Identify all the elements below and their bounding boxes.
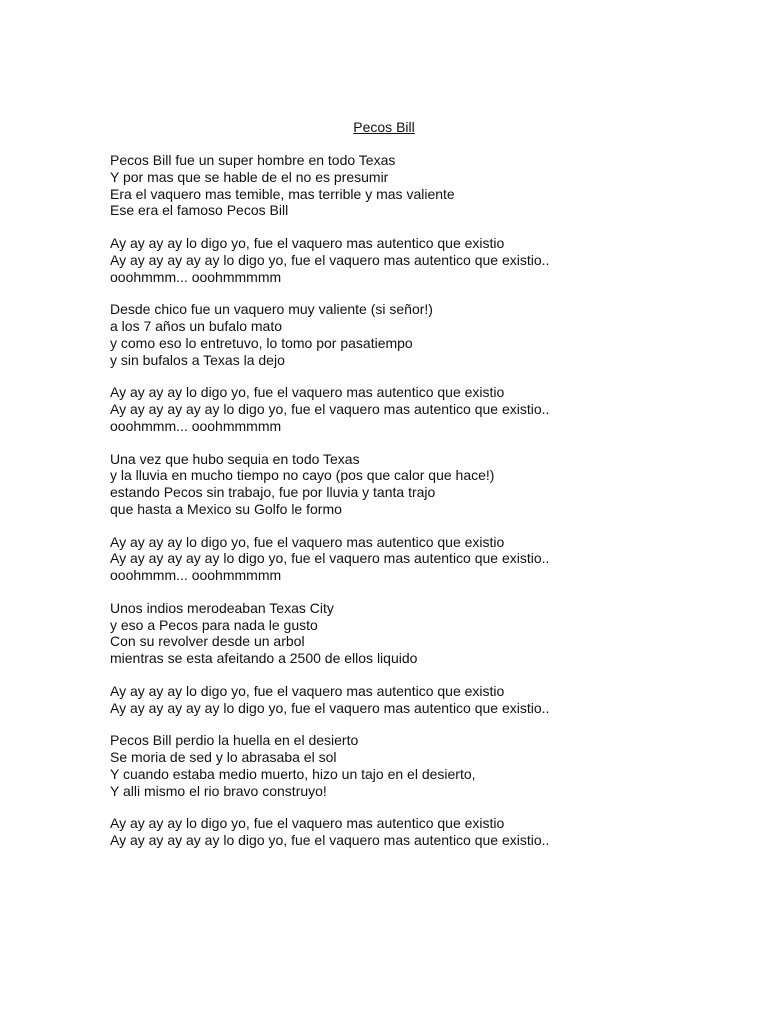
lyric-line: Ay ay ay ay lo digo yo, fue el vaquero mas autentico que existio bbox=[110, 815, 505, 832]
lyric-line: ooohmmm... ooohmmmmm bbox=[110, 417, 282, 434]
lyric-line: Ay ay ay ay ay ay lo digo yo, fue el vaquero mas autentico que existio.. bbox=[110, 699, 550, 716]
lyric-line: Y por mas que se hable de el no es presumir bbox=[110, 168, 389, 185]
lyric-line: Se moria de sed y lo abrasaba el sol bbox=[110, 749, 337, 765]
lyric-line: y la lluvia en mucho tiempo no cayo (pos que calor que hace!) bbox=[110, 467, 495, 484]
lyric-line: ooohmmm... ooohmmmmm bbox=[110, 268, 282, 285]
document-title: Pecos Bill bbox=[353, 119, 415, 135]
stanza bbox=[110, 600, 750, 667]
lyric-line: y sin bufalos a Texas la dejo bbox=[110, 351, 285, 368]
stanza bbox=[110, 301, 750, 368]
lyric-line: y eso a Pecos para nada le gusto bbox=[110, 616, 318, 633]
lyric-line: Pecos Bill fue un super hombre en todo Texas bbox=[110, 152, 396, 168]
lyric-line: Ay ay ay ay lo digo yo, fue el vaquero mas autentico que existio bbox=[110, 682, 505, 699]
lyric-line: y como eso lo entretuvo, lo tomo por pasatiempo bbox=[110, 334, 413, 351]
lyric-line: estando Pecos sin trabajo, fue por lluvia y tanta trajo bbox=[110, 484, 436, 500]
stanza bbox=[110, 683, 750, 717]
lyrics-body bbox=[110, 152, 750, 865]
stanza bbox=[110, 815, 750, 849]
lyric-line: Era el vaquero mas temible, mas terrible y mas valiente bbox=[110, 185, 455, 202]
stanza bbox=[110, 732, 750, 799]
stanza bbox=[110, 152, 750, 219]
lyric-line: Ay ay ay ay lo digo yo, fue el vaquero mas autentico que existio bbox=[110, 235, 505, 251]
lyric-line: Unos indios merodeaban Texas City bbox=[110, 599, 334, 616]
stanza bbox=[110, 235, 750, 285]
lyric-line: a los 7 años un bufalo mato bbox=[110, 318, 283, 334]
lyric-line: Una vez que hubo sequia en todo Texas bbox=[110, 450, 360, 467]
lyric-line: Ay ay ay ay ay ay lo digo yo, fue el vaquero mas autentico que existio.. bbox=[110, 550, 550, 567]
lyric-line: mientras se esta afeitando a 2500 de ellos liquido bbox=[110, 650, 418, 666]
lyric-line: que hasta a Mexico su Golfo le formo bbox=[110, 500, 342, 517]
lyric-line: Ese era el famoso Pecos Bill bbox=[110, 202, 289, 219]
lyric-line: Ay ay ay ay lo digo yo, fue el vaquero mas autentico que existio bbox=[110, 384, 505, 401]
stanza bbox=[110, 384, 750, 434]
lyric-line: Con su revolver desde un arbol bbox=[110, 633, 305, 650]
lyric-line: ooohmmm... ooohmmmmm bbox=[110, 567, 282, 583]
lyric-line: Ay ay ay ay ay ay lo digo yo, fue el vaquero mas autentico que existio.. bbox=[110, 251, 550, 268]
stanza bbox=[110, 534, 750, 584]
lyric-line: Pecos Bill perdio la huella en el desierto bbox=[110, 732, 359, 749]
lyric-line: Y alli mismo el rio bravo construyo! bbox=[110, 782, 327, 799]
lyric-line: Desde chico fue un vaquero muy valiente (si señor!) bbox=[110, 301, 433, 318]
lyric-line: Ay ay ay ay ay ay lo digo yo, fue el vaquero mas autentico que existio.. bbox=[110, 832, 550, 848]
stanza bbox=[110, 451, 750, 518]
lyric-line: Ay ay ay ay ay ay lo digo yo, fue el vaquero mas autentico que existio.. bbox=[110, 401, 550, 417]
lyric-line: Y cuando estaba medio muerto, hizo un tajo en el desierto, bbox=[110, 765, 476, 782]
lyric-line: Ay ay ay ay lo digo yo, fue el vaquero mas autentico que existio bbox=[110, 533, 505, 550]
